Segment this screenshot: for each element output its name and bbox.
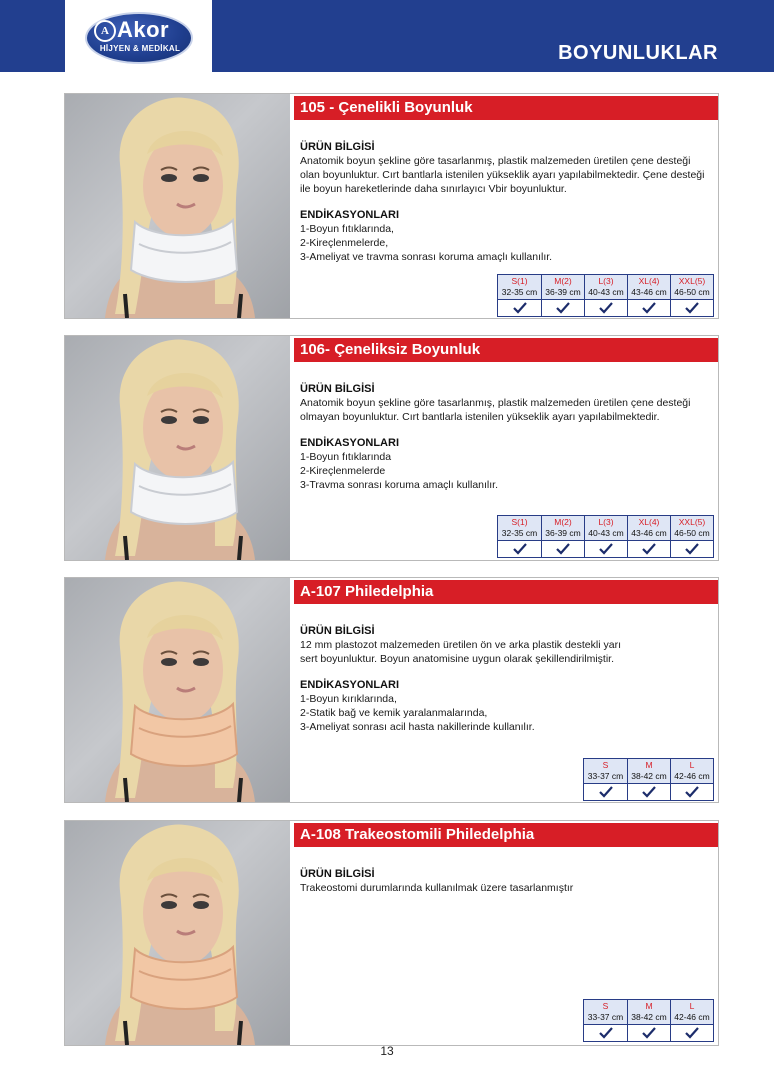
- size-header: [585, 275, 627, 299]
- size-header: [628, 1000, 670, 1024]
- indications-heading: ENDİKASYONLARI: [300, 209, 400, 221]
- size-header: [584, 759, 627, 783]
- size-range: 36-39 cm: [545, 528, 581, 538]
- checkmark-icon: [628, 299, 670, 316]
- info-line: ile boyun hareketlerinde daha sınırlayıcı Vbir boyunluktur.: [300, 183, 567, 195]
- checkmark-icon: [671, 299, 713, 316]
- product-title-bar: [294, 580, 718, 604]
- size-column: [541, 275, 584, 316]
- model-portrait-image: [65, 578, 290, 802]
- size-range: 43-46 cm: [631, 287, 667, 297]
- size-range: 32-35 cm: [501, 287, 538, 297]
- size-header: [628, 759, 670, 783]
- size-code: XXL(5): [678, 517, 706, 527]
- size-table: [583, 999, 714, 1042]
- size-range: 33-37 cm: [587, 1012, 624, 1022]
- checkmark-icon: [671, 540, 713, 557]
- checkmark-icon: [584, 783, 627, 800]
- info-line: Anatomik boyun şekline göre tasarlanmış, plastik malzemeden üretilen çene desteği: [300, 397, 691, 409]
- size-code: M(2): [554, 276, 572, 286]
- size-range: 32-35 cm: [501, 528, 538, 538]
- size-code: M(2): [554, 517, 572, 527]
- indication-line: 1-Boyun fıtıklarında: [300, 451, 392, 463]
- size-code: XL(4): [638, 517, 660, 527]
- size-range: 36-39 cm: [545, 287, 581, 297]
- product-title-bar: [294, 823, 718, 847]
- indication-line: 3-Ameliyat ve travma sonrası koruma amaçlı kullanılır.: [300, 251, 553, 263]
- indication-line: 1-Boyun fıtıklarında,: [300, 223, 394, 235]
- size-range: 46-50 cm: [674, 528, 710, 538]
- size-column: [541, 516, 584, 557]
- size-column: [584, 516, 627, 557]
- size-code: XXL(5): [678, 276, 706, 286]
- size-column: [498, 275, 541, 316]
- info-line: sert boyunluktur. Boyun anatomisine uygun olarak şekillendirilmiştir.: [300, 653, 614, 665]
- logo-emblem-letter: A: [101, 25, 109, 37]
- product-description: [300, 140, 710, 264]
- checkmark-icon: [671, 1024, 713, 1041]
- product-card: [64, 820, 719, 1046]
- size-code: M: [645, 760, 653, 770]
- info-line: olan boyunluktur. Cırt bantlarla istenilen yükseklik ayarı yapılabilmektedir. Çene desteği: [300, 169, 705, 181]
- model-portrait-image: [65, 94, 290, 318]
- size-code: S: [602, 1001, 609, 1011]
- logo-emblem-icon: [94, 20, 116, 42]
- indication-line: 1-Boyun kırıklarında,: [300, 693, 397, 705]
- info-line: 12 mm plastozot malzemeden üretilen ön ve arka plastik destekli yarı: [300, 639, 621, 651]
- indication-line: 3-Ameliyat sonrası acil hasta nakillerinde kullanılır.: [300, 721, 535, 733]
- size-table: [497, 274, 714, 317]
- size-column: [584, 275, 627, 316]
- product-photo: [65, 336, 290, 560]
- checkmark-icon: [585, 299, 627, 316]
- size-column: [584, 759, 627, 800]
- size-header: [628, 516, 670, 540]
- info-line: olmayan boyunluktur. Cırt bantlarla istenilen yükseklik ayarı yapılabilmektedir.: [300, 411, 660, 423]
- product-description: [300, 382, 710, 492]
- size-column: [627, 759, 670, 800]
- checkmark-icon: [584, 1024, 627, 1041]
- product-title: A-108 Trakeostomili Philedelphia: [300, 826, 535, 843]
- size-column: [627, 275, 670, 316]
- product-title-bar: [294, 338, 718, 362]
- checkmark-icon: [542, 299, 584, 316]
- size-range: 42-46 cm: [674, 771, 710, 781]
- product-title-bar: [294, 96, 718, 120]
- size-header: [671, 1000, 713, 1024]
- size-column: [670, 516, 713, 557]
- size-code: L: [689, 760, 695, 770]
- size-code: L: [689, 1001, 695, 1011]
- size-header: [498, 275, 541, 299]
- checkmark-icon: [585, 540, 627, 557]
- indication-line: 3-Travma sonrası koruma amaçlı kullanılır.: [300, 479, 499, 491]
- size-table: [497, 515, 714, 558]
- size-header: [671, 759, 713, 783]
- size-code: M: [645, 1001, 653, 1011]
- indication-line: 2-Statik bağ ve kemik yaralanmalarında,: [300, 707, 488, 719]
- product-photo: [65, 578, 290, 802]
- size-header: [671, 516, 713, 540]
- indications-heading: ENDİKASYONLARI: [300, 679, 400, 691]
- size-range: 42-46 cm: [674, 1012, 710, 1022]
- size-column: [627, 516, 670, 557]
- info-heading: ÜRÜN BİLGİSİ: [300, 383, 375, 395]
- size-column: [670, 275, 713, 316]
- product-title: 106- Çeneliksiz Boyunluk: [300, 341, 481, 358]
- size-code: S(1): [511, 517, 528, 527]
- size-header: [542, 275, 584, 299]
- size-column: [670, 759, 713, 800]
- product-title: A-107 Philedelphia: [300, 583, 434, 600]
- size-range: 40-43 cm: [588, 528, 624, 538]
- size-range: 38-42 cm: [631, 771, 667, 781]
- size-code: S(1): [511, 276, 528, 286]
- size-range: 43-46 cm: [631, 528, 667, 538]
- size-column: [670, 1000, 713, 1041]
- size-header: [585, 516, 627, 540]
- checkmark-icon: [628, 540, 670, 557]
- product-card: [64, 577, 719, 803]
- checkmark-icon: [542, 540, 584, 557]
- model-portrait-image: [65, 336, 290, 560]
- size-header: [584, 1000, 627, 1024]
- product-card: [64, 335, 719, 561]
- size-code: L(3): [598, 517, 614, 527]
- info-line: Trakeostomi durumlarında kullanılmak üzere tasarlanmıştır: [300, 882, 574, 894]
- size-header: [628, 275, 670, 299]
- page-title: BOYUNLUKLAR: [558, 42, 718, 64]
- size-range: 33-37 cm: [587, 771, 624, 781]
- size-column: [498, 516, 541, 557]
- product-description: [300, 867, 710, 895]
- product-description: [300, 624, 710, 734]
- size-header: [671, 275, 713, 299]
- logo-name: Akor: [117, 17, 170, 42]
- checkmark-icon: [671, 783, 713, 800]
- indications-heading: ENDİKASYONLARI: [300, 437, 400, 449]
- size-header: [542, 516, 584, 540]
- checkmark-icon: [628, 783, 670, 800]
- size-column: [627, 1000, 670, 1041]
- indication-line: 2-Kireçlenmelerde: [300, 465, 386, 477]
- info-line: Anatomik boyun şekline göre tasarlanmış, plastik malzemeden üretilen çene desteği: [300, 155, 691, 167]
- page-number: 13: [380, 1044, 394, 1058]
- size-code: XL(4): [638, 276, 660, 286]
- size-column: [584, 1000, 627, 1041]
- indication-line: 2-Kireçlenmelerde,: [300, 237, 389, 249]
- product-photo: [65, 821, 290, 1045]
- product-photo: [65, 94, 290, 318]
- size-range: 40-43 cm: [588, 287, 624, 297]
- model-portrait-image: [65, 821, 290, 1045]
- size-range: 38-42 cm: [631, 1012, 667, 1022]
- info-heading: ÜRÜN BİLGİSİ: [300, 625, 375, 637]
- size-header: [498, 516, 541, 540]
- product-card: [64, 93, 719, 319]
- checkmark-icon: [498, 299, 541, 316]
- logo-subtitle: HİJYEN & MEDİKAL: [99, 44, 181, 53]
- product-title: 105 - Çenelikli Boyunluk: [300, 99, 473, 116]
- checkmark-icon: [628, 1024, 670, 1041]
- size-table: [583, 758, 714, 801]
- checkmark-icon: [498, 540, 541, 557]
- info-heading: ÜRÜN BİLGİSİ: [300, 141, 375, 153]
- info-heading: ÜRÜN BİLGİSİ: [300, 868, 375, 880]
- size-code: S: [602, 760, 609, 770]
- size-range: 46-50 cm: [674, 287, 710, 297]
- size-code: L(3): [598, 276, 614, 286]
